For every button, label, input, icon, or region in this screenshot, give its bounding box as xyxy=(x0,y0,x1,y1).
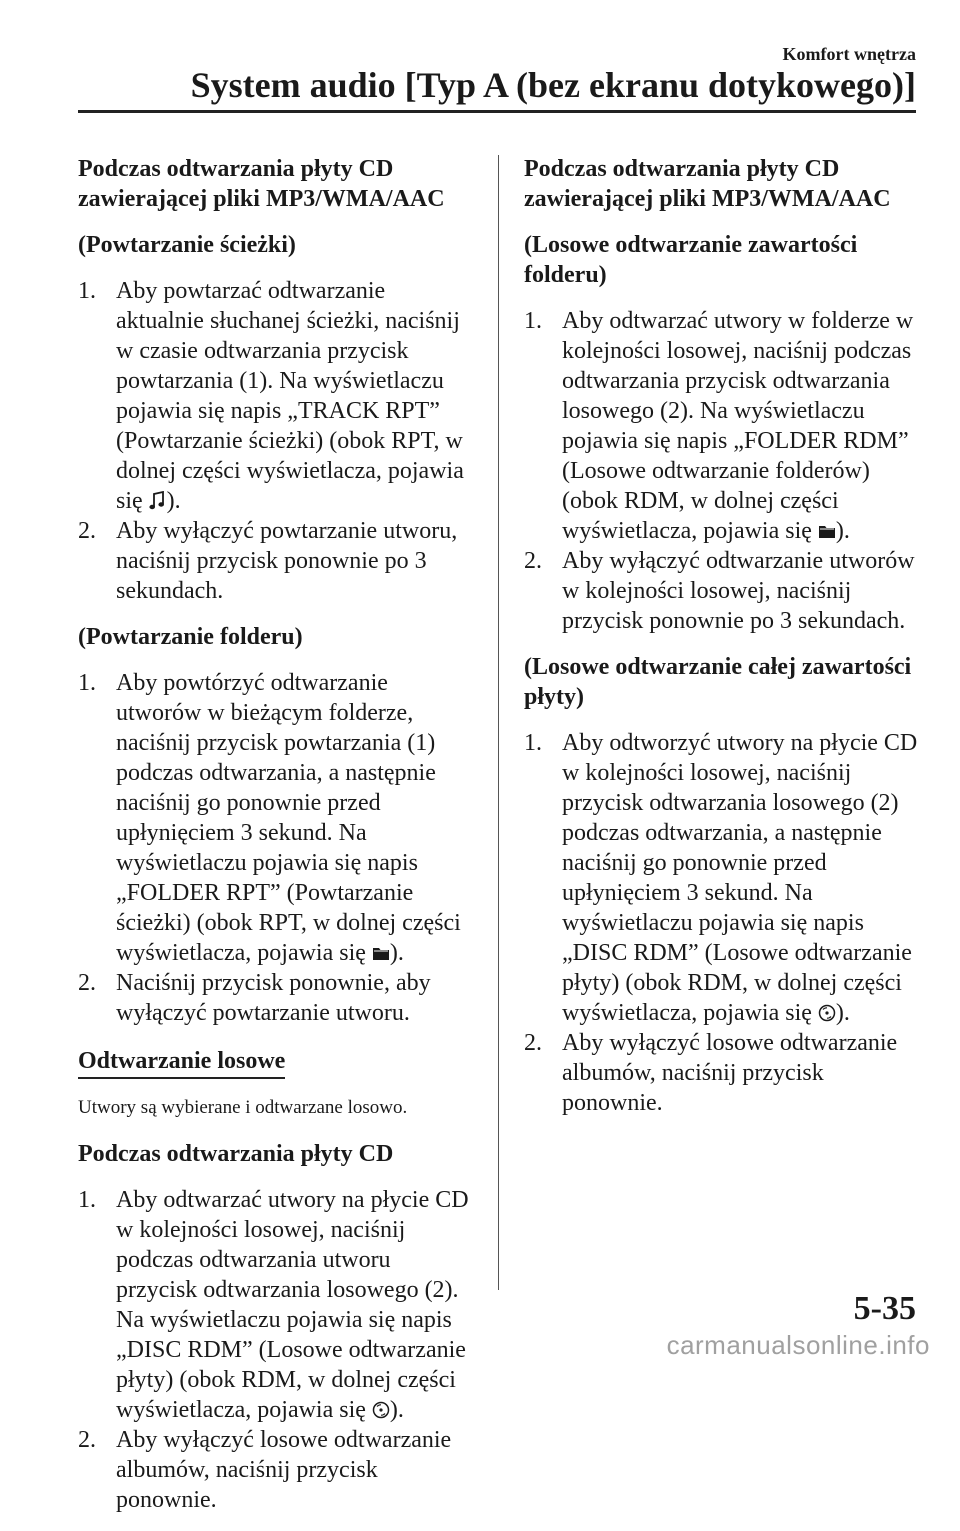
step-number: 1. xyxy=(78,670,96,696)
folder-repeat-title: (Powtarzanie folderu) xyxy=(78,624,303,650)
step-number: 1. xyxy=(78,278,96,304)
watermark: carmanualsonline.info xyxy=(666,1330,930,1360)
list-item xyxy=(78,1185,476,1425)
column-divider xyxy=(498,155,499,1290)
list-item xyxy=(524,306,924,546)
folder-icon xyxy=(818,521,836,541)
list-item xyxy=(78,1425,476,1515)
header-rule xyxy=(78,110,916,113)
folder-random-title: (Losowe odtwarzanie zawartości folderu) xyxy=(524,232,858,288)
cd-random-steps xyxy=(78,1185,476,1515)
left-column xyxy=(78,154,476,1531)
step-number: 1. xyxy=(524,730,542,756)
right-column xyxy=(524,154,924,1134)
folder-random-steps xyxy=(524,306,924,636)
step-text: Aby wyłączyć losowe odtwarzanie albumów, naciśnij przycisk ponownie. xyxy=(116,1427,452,1513)
step-text: Aby odtwarzać utwory w folderze w kolejności losowej, naciśnij podczas odtwarzania przycisk odtwarzania losowego (2). Na wyświetlaczu pojawia się napis „FOLDER RDM” (Losowe odtwarzanie folderów) (obok RDM, w dolnej części wyświetlacza, pojawia się ). xyxy=(562,308,914,544)
disc-random-steps xyxy=(524,728,924,1118)
random-section-intro: Utwory są wybierane i odtwarzane losowo. xyxy=(78,1097,408,1118)
step-text: Aby wyłączyć odtwarzanie utworów w kolejności losowej, naciśnij przycisk ponownie po 3 sekundach. xyxy=(562,548,915,634)
track-repeat-steps xyxy=(78,276,476,606)
step-text: Aby wyłączyć losowe odtwarzanie albumów, naciśnij przycisk ponownie. xyxy=(562,1030,898,1116)
folder-icon xyxy=(372,943,390,963)
list-item xyxy=(78,516,476,606)
list-item xyxy=(524,728,924,1028)
music-note-icon xyxy=(149,491,167,511)
disc-icon xyxy=(818,1003,836,1023)
step-number: 1. xyxy=(524,308,542,334)
folder-repeat-steps xyxy=(78,668,476,1028)
page-title: System audio [Typ A (bez ekranu dotykowego)] xyxy=(190,65,916,105)
page-number: 5-35 xyxy=(853,1290,916,1327)
step-number: 2. xyxy=(524,1030,542,1056)
step-number: 2. xyxy=(524,548,542,574)
cd-heading: Podczas odtwarzania płyty CD xyxy=(78,1141,394,1167)
step-text: Aby wyłączyć powtarzanie utworu, naciśnij przycisk ponownie po 3 sekundach. xyxy=(116,518,458,604)
step-number: 2. xyxy=(78,970,96,996)
step-text: Aby powtarzać odtwarzanie aktualnie słuchanej ścieżki, naciśnij w czasie odtwarzania przycisk powtarzania (1). Na wyświetlaczu pojawia się napis „TRACK RPT” (Powtarzanie ścieżki) (obok RPT, w dolnej części wyświetlacza, pojawia się ). xyxy=(116,278,464,514)
list-item xyxy=(524,1028,924,1118)
list-item xyxy=(524,546,924,636)
list-item xyxy=(78,668,476,968)
mp3-heading: Podczas odtwarzania płyty CD zawierającej pliki MP3/WMA/AAC xyxy=(524,156,891,212)
step-text: Aby odtwarzać utwory na płycie CD w kolejności losowej, naciśnij podczas odtwarzania utworu przycisk odtwarzania losowego (2). Na wyświetlaczu pojawia się napis „DISC RDM” (Losowe odtwarzanie płyty) (obok RDM, w dolnej części wyświetlacza, pojawia się ). xyxy=(116,1187,469,1423)
track-repeat-title: (Powtarzanie ścieżki) xyxy=(78,232,296,258)
disc-icon xyxy=(372,1400,390,1420)
mp3-heading: Podczas odtwarzania płyty CD zawierającej pliki MP3/WMA/AAC xyxy=(78,156,445,212)
list-item xyxy=(78,276,476,516)
step-number: 2. xyxy=(78,518,96,544)
step-text: Aby odtworzyć utwory na płycie CD w kolejności losowej, naciśnij przycisk odtwarzania losowego (2) podczas odtwarzania, a następnie naciśnij go ponownie przed upłynięciem 3 sekund. Na wyświetlaczu pojawia się napis „DISC RDM” (Losowe odtwarzanie płyty) (obok RDM, w dolnej części wyświetlacza, pojawia się ). xyxy=(562,730,918,1026)
disc-random-title: (Losowe odtwarzanie całej zawartości płyty) xyxy=(524,654,912,710)
list-item xyxy=(78,968,476,1028)
step-number: 2. xyxy=(78,1427,96,1453)
random-section-title: Odtwarzanie losowe xyxy=(78,1046,285,1079)
step-text: Naciśnij przycisk ponownie, aby wyłączyć powtarzanie utworu. xyxy=(116,970,431,1026)
step-number: 1. xyxy=(78,1187,96,1213)
step-text: Aby powtórzyć odtwarzanie utworów w bieżącym folderze, naciśnij przycisk powtarzania (1) podczas odtwarzania, a następnie naciśnij go ponownie przed upłynięciem 3 sekund. Na wyświetlaczu pojawia się napis „FOLDER RPT” (Powtarzanie ścieżki) (obok RPT, w dolnej części wyświetlacza, pojawia się ). xyxy=(116,670,461,966)
section-label: Komfort wnętrza xyxy=(782,44,916,64)
